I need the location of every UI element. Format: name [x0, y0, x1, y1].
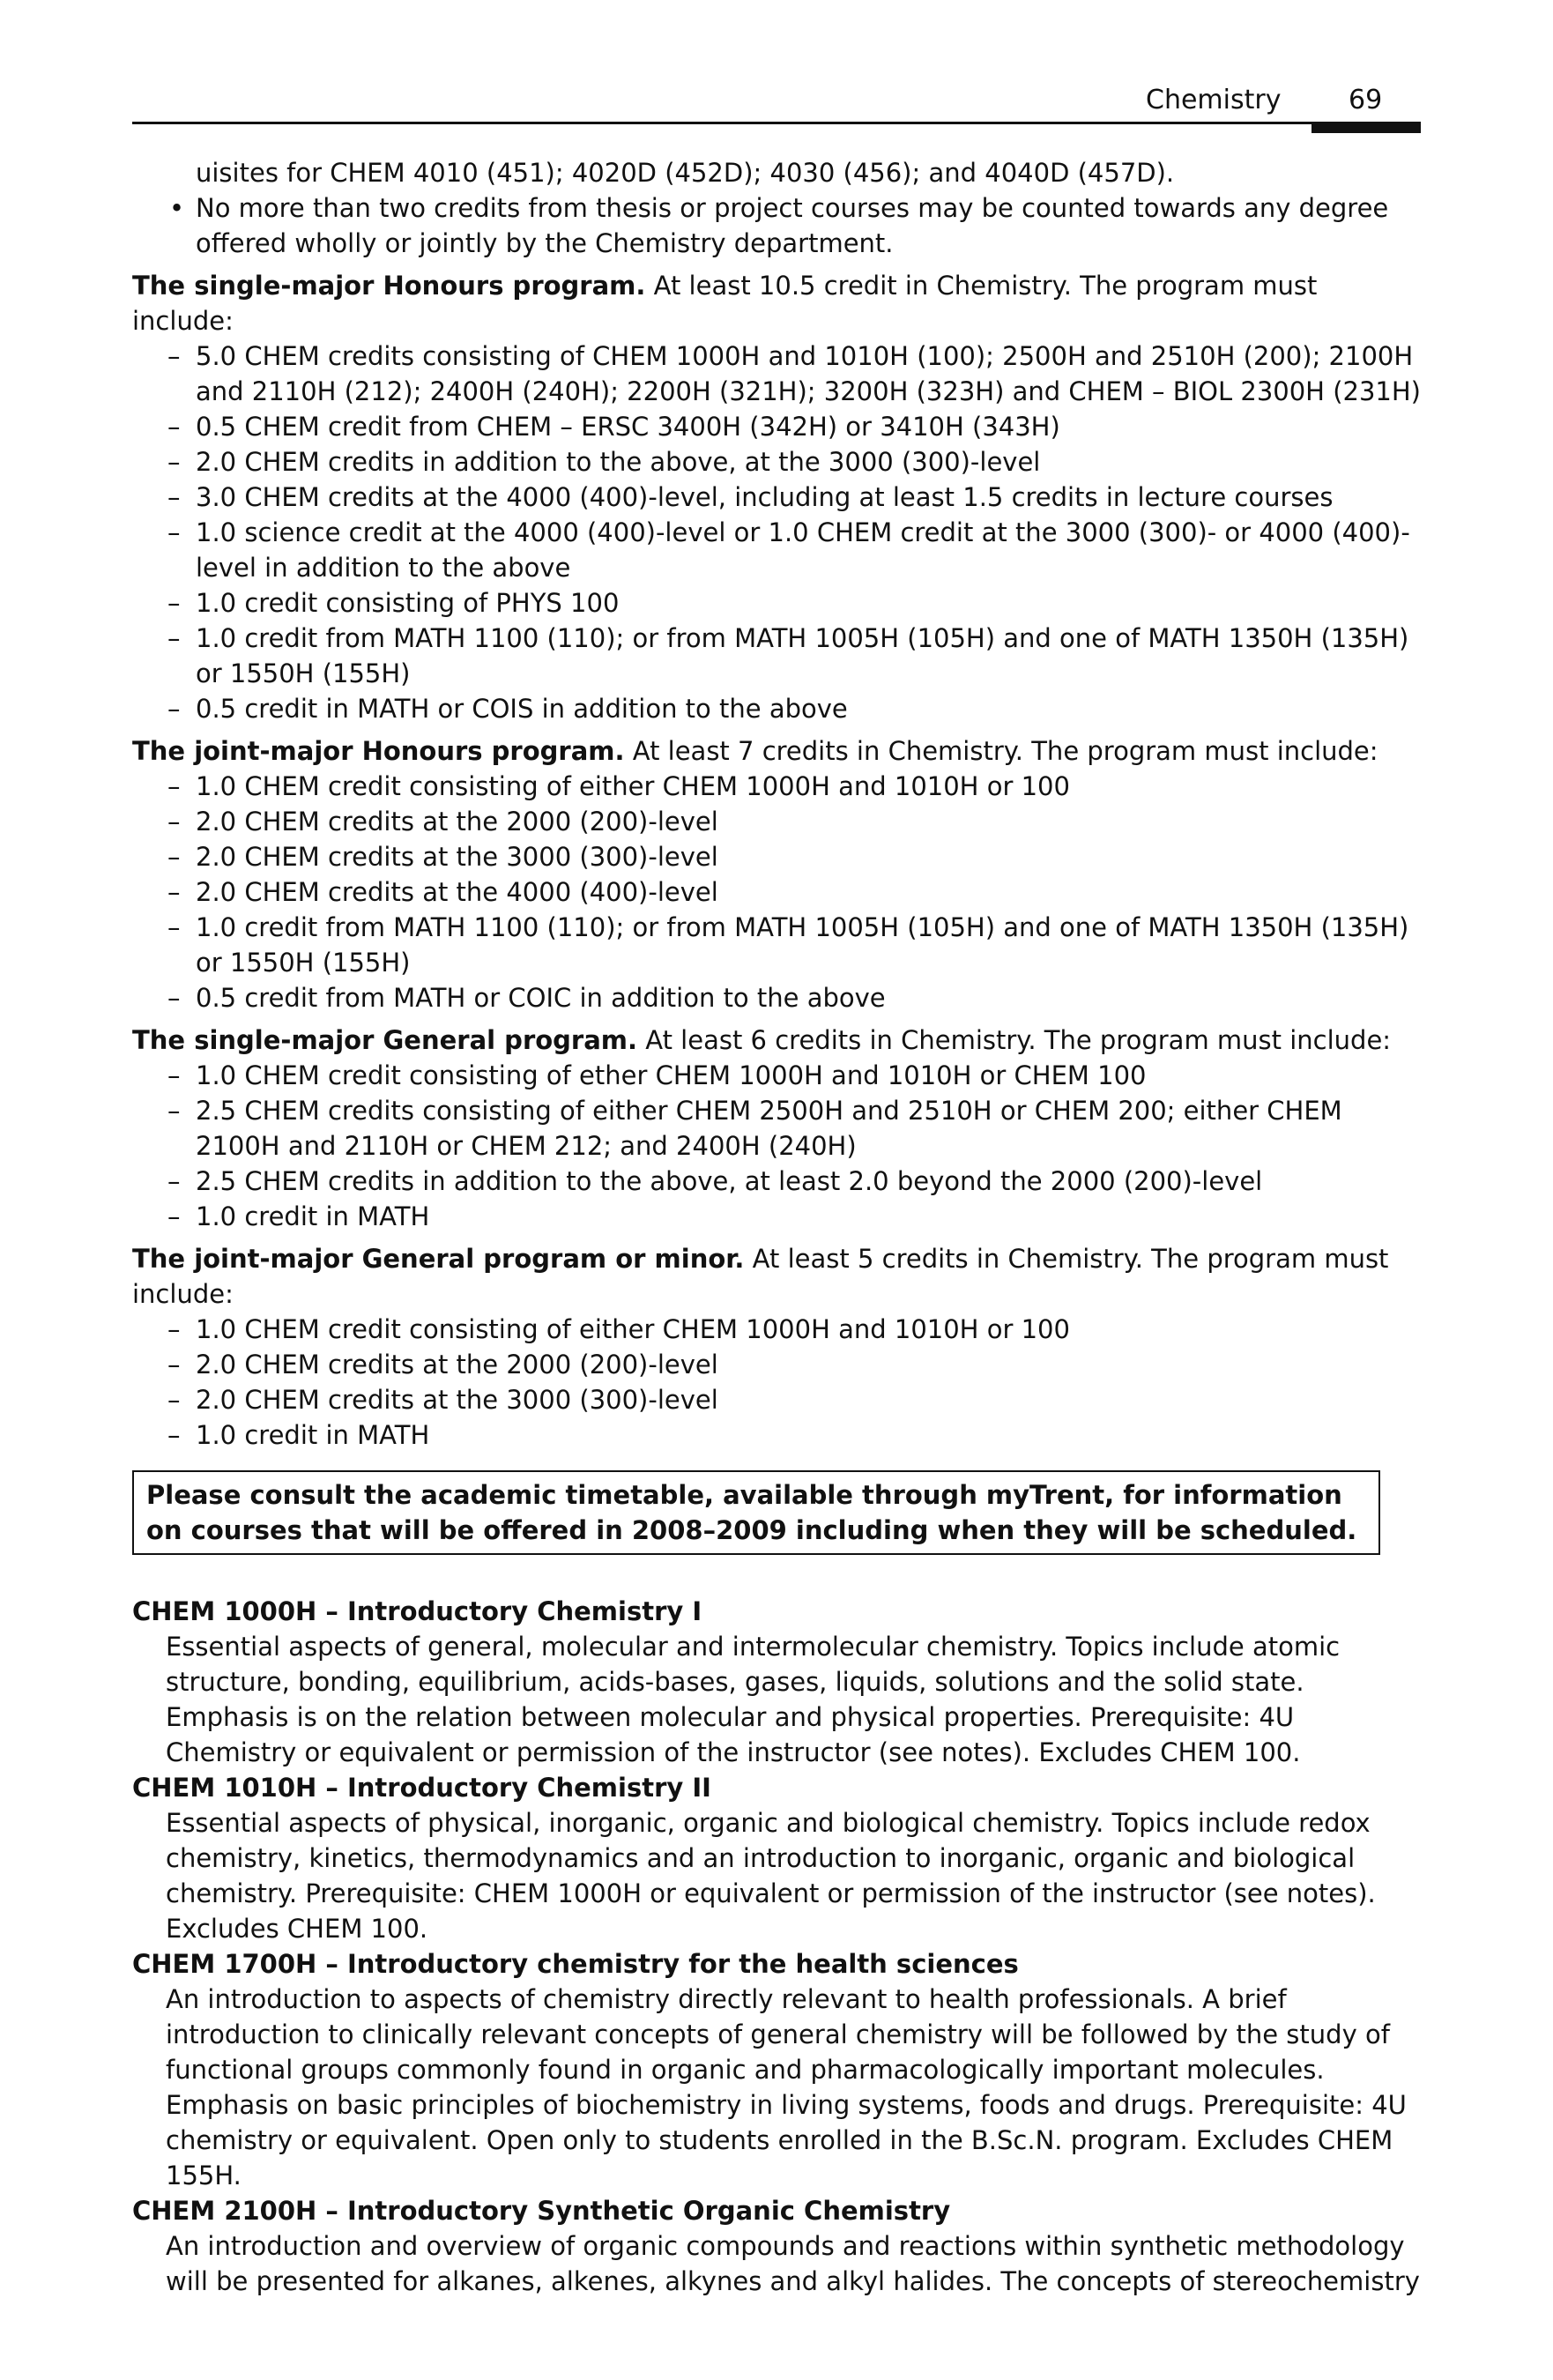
requirement-list [132, 1312, 1421, 1453]
program-intro: At least 6 credits in Chemistry. The program must include: [637, 1025, 1392, 1055]
list-item: – 1.0 credit in MATH [167, 1201, 430, 1231]
program-section [132, 733, 1421, 1015]
program-heading [132, 1241, 1421, 1312]
course-entry [132, 2193, 1421, 2299]
course-description: An introduction and overview of organic compounds and reactions within synthetic methodology will be presented for alkanes, alkenes, alkynes and alkyl halides. The concepts of stereochemistry [166, 2231, 1420, 2296]
course-description: Essential aspects of general, molecular and intermolecular chemistry. Topics include atomic structure, bonding, equilibrium, acids-bases, gases, liquids, solutions and the solid state. Emphasis is on the relation between molecular and physical properties. Prerequisite: 4U Chemistry or equivalent or permission of the instructor (see notes). Excludes CHEM 100. [166, 1632, 1341, 1767]
course-entry [132, 1770, 1421, 1946]
list-item: – 1.0 CHEM credit consisting of either CHEM 1000H and 1010H or 100 [167, 771, 1070, 801]
course-entry [132, 1946, 1421, 2193]
list-item: – 2.0 CHEM credits at the 3000 (300)-level [167, 1385, 718, 1415]
program-title: The single-major Honours program. [132, 271, 646, 301]
list-item: – 5.0 CHEM credits consisting of CHEM 1000H and 1010H (100); 2500H and 2510H (200); 2100H and 2110H (212); 2400H (240H); 2200H (321H); 3200H (323H) and CHEM – BIOL 2300H (231H) [167, 341, 1421, 406]
list-item: – 0.5 credit from MATH or COIC in addition to the above [167, 983, 886, 1013]
list-item: – 2.5 CHEM credits consisting of either CHEM 2500H and 2510H or CHEM 200; either CHEM 2100H and 2110H or CHEM 212; and 2400H (240H) [167, 1096, 1342, 1161]
list-item: – 2.0 CHEM credits in addition to the above, at the 3000 (300)-level [167, 447, 1041, 477]
list-item: – 1.0 CHEM credit consisting of either CHEM 1000H and 1010H or 100 [167, 1314, 1070, 1344]
list-item: – 1.0 CHEM credit consisting of ether CHEM 1000H and 1010H or CHEM 100 [167, 1060, 1147, 1090]
requirement-list [132, 769, 1421, 1015]
course-title: CHEM 1700H – Introductory chemistry for the health sciences [132, 1949, 1019, 1979]
running-header-title: Chemistry [1146, 85, 1282, 115]
list-item: – 3.0 CHEM credits at the 4000 (400)-level, including at least 1.5 credits in lecture courses [167, 482, 1334, 512]
list-item: – 2.0 CHEM credits at the 2000 (200)-level [167, 1350, 718, 1380]
requirement-list [132, 338, 1421, 726]
header-rule [132, 122, 1421, 124]
list-item: – 1.0 credit in MATH [167, 1420, 430, 1450]
list-item: – 1.0 science credit at the 4000 (400)-level or 1.0 CHEM credit at the 3000 (300)- or 4000 (400)-level in addition to the above [167, 517, 1410, 583]
program-section [132, 1241, 1421, 1453]
list-item: – 1.0 credit from MATH 1100 (110); or from MATH 1005H (105H) and one of MATH 1350H (135H) or 1550H (155H) [167, 623, 1409, 688]
list-item: – 0.5 credit in MATH or COIS in addition to the above [167, 694, 848, 724]
course-title: CHEM 1010H – Introductory Chemistry II [132, 1773, 711, 1803]
header-tab-bar [1312, 123, 1421, 133]
bullet-note-text: No more than two credits from thesis or project courses may be counted towards any degree offered wholly or jointly by the Chemistry department. [196, 193, 1389, 258]
program-heading [132, 1023, 1421, 1058]
list-item: – 2.0 CHEM credits at the 2000 (200)-level [167, 807, 718, 837]
course-title: CHEM 2100H – Introductory Synthetic Organic Chemistry [132, 2196, 951, 2226]
program-intro: At least 7 credits in Chemistry. The program must include: [624, 736, 1378, 766]
program-section [132, 1023, 1421, 1234]
page-content [132, 155, 1421, 2299]
course-entry [132, 1594, 1421, 1770]
course-description: Essential aspects of physical, inorganic, organic and biological chemistry. Topics include redox chemistry, kinetics, thermodynamics and an introduction to inorganic, organic and biological chemistry. Prerequisite: CHEM 1000H or equivalent or permission of the instructor (see notes). Excludes CHEM 100. [166, 1808, 1376, 1944]
requirement-list [132, 1058, 1421, 1234]
course-description: An introduction to aspects of chemistry directly relevant to health professionals. A brief introduction to clinically relevant concepts of general chemistry will be followed by the study of functional groups commonly found in organic and pharmacologically important molecules. Emphasis on basic principles of biochemistry in living systems, foods and drugs. Prerequisite: 4U chemistry or equivalent. Open only to students enrolled in the B.Sc.N. program. Excludes CHEM 155H. [166, 1984, 1407, 2190]
bullet-mark: • [169, 193, 185, 223]
program-heading [132, 268, 1421, 338]
bullet-note [132, 190, 1421, 261]
list-item: – 1.0 credit from MATH 1100 (110); or from MATH 1005H (105H) and one of MATH 1350H (135H) or 1550H (155H) [167, 912, 1409, 978]
program-intro: At least 5 credits in Chemistry. The program must include: [132, 1244, 1389, 1309]
list-item: – 2.0 CHEM credits at the 3000 (300)-level [167, 842, 718, 872]
program-section [132, 268, 1421, 726]
program-title: The joint-major Honours program. [132, 736, 625, 766]
program-heading [132, 733, 1421, 769]
list-item: – 2.0 CHEM credits at the 4000 (400)-level [167, 877, 718, 907]
timetable-notice-box: Please consult the academic timetable, available through myTrent, for information on courses that will be offered in 2008–2009 including when they will be scheduled. [132, 1470, 1380, 1555]
program-title: The single-major General program. [132, 1025, 638, 1055]
list-item: – 1.0 credit consisting of PHYS 100 [167, 588, 620, 618]
course-title: CHEM 1000H – Introductory Chemistry I [132, 1596, 702, 1626]
list-item: – 2.5 CHEM credits in addition to the above, at least 2.0 beyond the 2000 (200)-level [167, 1166, 1263, 1196]
page-number: 69 [1349, 85, 1383, 115]
continued-text: uisites for CHEM 4010 (451); 4020D (452D); 4030 (456); and 4040D (457D). [196, 158, 1175, 188]
program-intro: At least 10.5 credit in Chemistry. The program must include: [132, 271, 1318, 336]
running-header [132, 79, 1421, 132]
program-title: The joint-major General program or minor. [132, 1244, 745, 1274]
list-item: – 0.5 CHEM credit from CHEM – ERSC 3400H (342H) or 3410H (343H) [167, 412, 1060, 442]
